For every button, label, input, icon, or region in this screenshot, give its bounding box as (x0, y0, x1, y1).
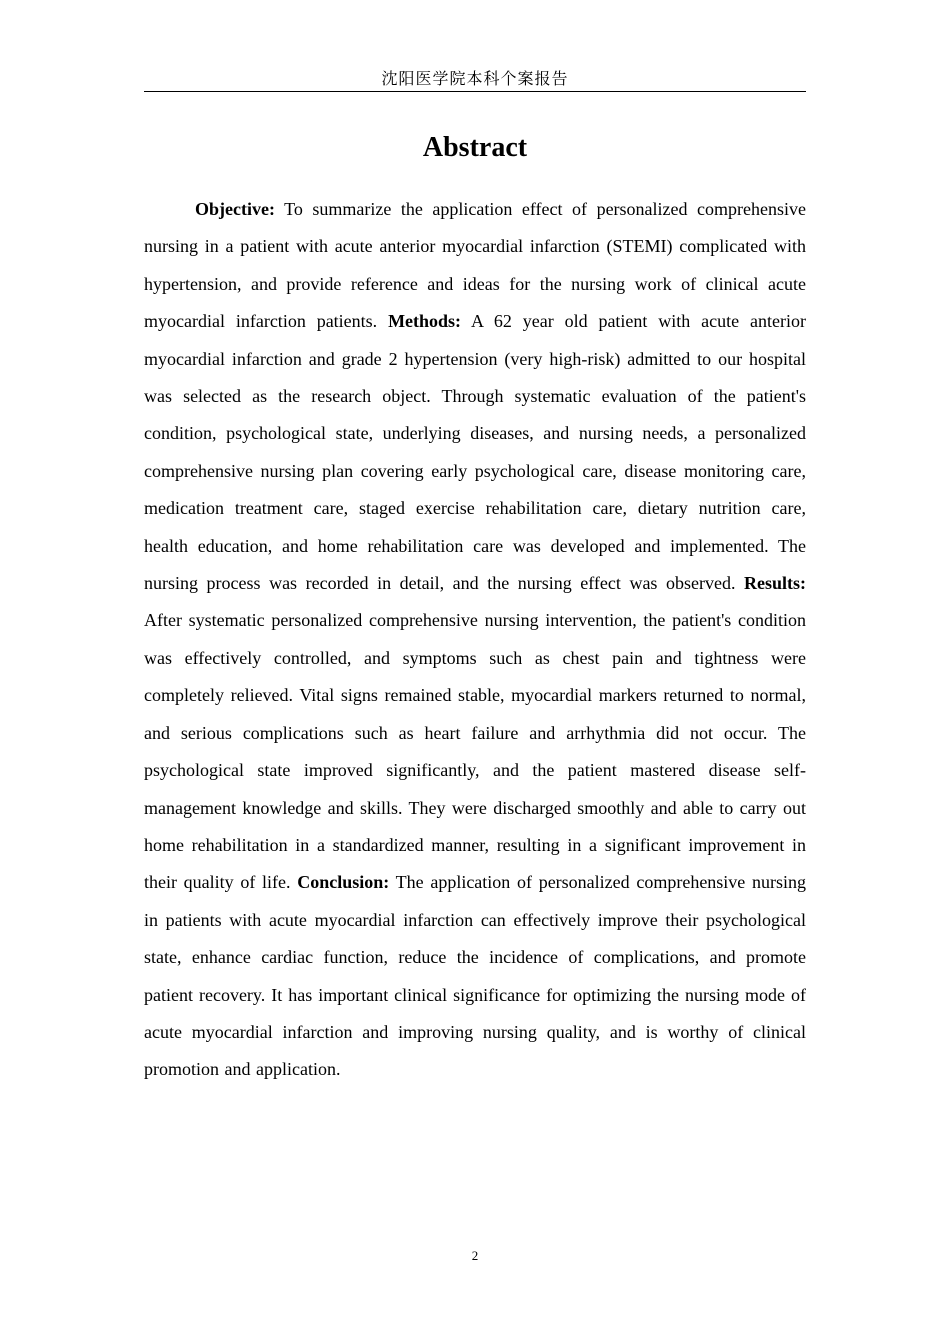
results-text: After systematic personalized comprehensive nursing intervention, the patient's condition was effectively controlled, and symptoms such as chest pain and tightness were completely relieved. Vital signs remained stable, myocardial markers returned to normal, and serious complications such as heart failure and arrhythmia did not occur. The psychological state improved significantly, and the patient mastered disease self-management knowledge and skills. They were discharged smoothly and able to carry out home rehabilitation in a standardized manner, resulting in a significant improvement in their quality of life. (144, 610, 806, 893)
header-rule (144, 91, 806, 92)
methods-text: A 62 year old patient with acute anterior myocardial infarction and grade 2 hypertension (very high-risk) admitted to our hospital was selected as the research object. Through systematic evaluation of the patient's condition, psychological state, underlying diseases, and nursing needs, a personalized comprehensive nursing plan covering early psychological care, disease monitoring care, medication treatment care, staged exercise rehabilitation care, dietary nutrition care, health education, and home rehabilitation care was developed and implemented. The nursing process was recorded in detail, and the nursing effect was observed. (144, 311, 807, 594)
running-header: 沈阳医学院本科个案报告 (381, 69, 569, 88)
page-number: 2 (471, 1248, 479, 1263)
conclusion-text: The application of personalized comprehensive nursing in patients with acute myocardial infarction can effectively improve their psychological state, enhance cardiac function, reduce the incidence of complications, and promote patient recovery. It has important clinical significance for optimizing the nursing mode of acute myocardial infarction and improving nursing quality, and is worthy of clinical promotion and application. (144, 872, 806, 1080)
results-label: Results: (744, 573, 806, 594)
methods-label: Methods: (388, 311, 462, 332)
objective-label: Objective: (195, 199, 275, 219)
objective-text: To summarize the application effect of personalized comprehensive nursing in a patient with acute anterior myocardial infarction (STEMI) complicated with hypertension, and provide reference and ideas for the nursing work of clinical acute myocardial infarction patients. (144, 199, 806, 332)
conclusion-label: Conclusion: (297, 872, 390, 893)
abstract-title: Abstract (422, 132, 528, 163)
abstract-body (144, 191, 806, 1089)
